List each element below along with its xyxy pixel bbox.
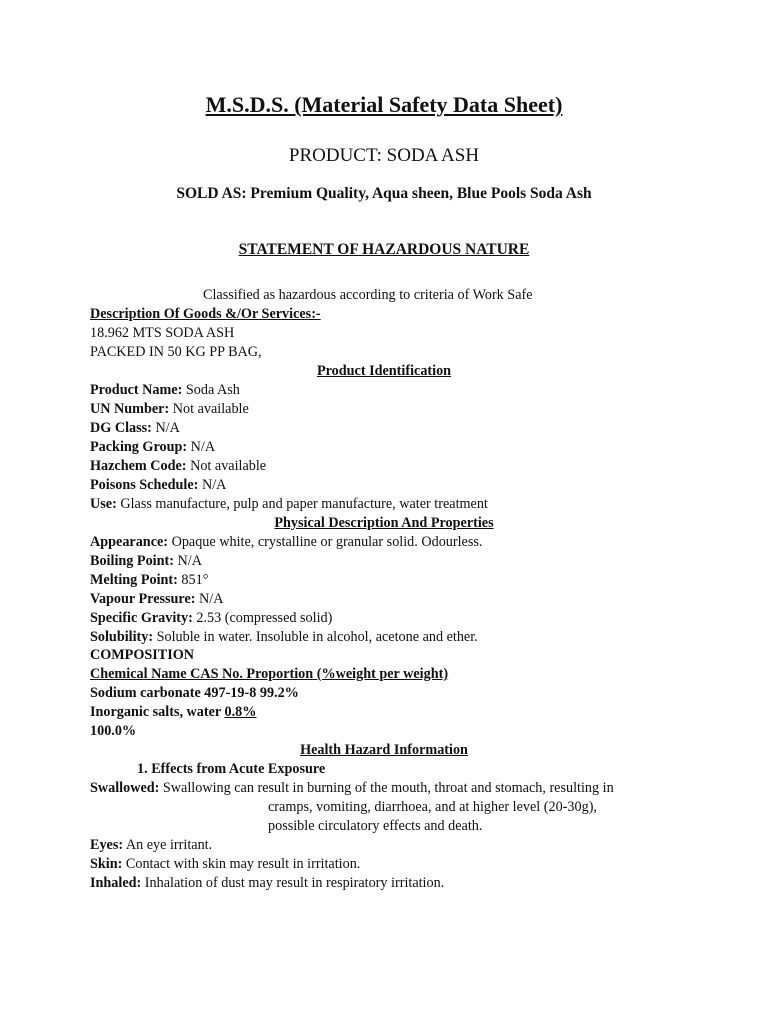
row-label: Swallowed: — [90, 780, 160, 796]
row-value: Opaque white, crystalline or granular solid. Odourless. — [168, 534, 483, 550]
row-value: Contact with skin may result in irritation. — [122, 856, 361, 872]
row-value: Inhalation of dust may result in respiratory irritation. — [141, 875, 445, 891]
health-hazard-heading: Health Hazard Information — [300, 742, 468, 758]
row-label: Poisons Schedule: — [90, 477, 199, 493]
eyes-row — [90, 837, 212, 854]
row-value: Not available — [169, 401, 249, 417]
inhaled-row — [90, 875, 444, 892]
row-label: Boiling Point: — [90, 553, 174, 569]
goods-heading: Description Of Goods &/Or Services:- — [90, 306, 321, 322]
use-row — [90, 496, 488, 513]
boiling-point-row — [90, 553, 202, 570]
acute-exposure-subheading: 1. Effects from Acute Exposure — [137, 761, 326, 777]
row-label: Solubility: — [90, 629, 154, 645]
row-label: Appearance: — [90, 534, 169, 550]
swallowed-row — [90, 780, 614, 797]
physical-description-heading: Physical Description And Properties — [274, 515, 494, 531]
row-value: Swallowing can result in burning of the mouth, throat and stomach, resulting in — [159, 780, 614, 796]
row-value: Soda Ash — [182, 382, 240, 398]
row-value: Not available — [186, 458, 267, 474]
hazardous-nature-heading: STATEMENT OF HAZARDOUS NATURE — [238, 241, 530, 258]
row-label: Vapour Pressure: — [90, 591, 196, 607]
row-label: DG Class: — [90, 420, 152, 436]
composition-heading: COMPOSITION — [90, 647, 195, 663]
row-label: Hazchem Code: — [90, 458, 187, 474]
goods-line-2: PACKED IN 50 KG PP BAG, — [90, 344, 262, 360]
row-value: N/A — [187, 439, 216, 455]
row-value: 851° — [177, 572, 209, 588]
sold-as-line: SOLD AS: Premium Quality, Aqua sheen, Blue Pools Soda Ash — [176, 185, 592, 202]
row-value: N/A — [198, 477, 227, 493]
row-label: Inorganic salts, water — [90, 704, 225, 720]
appearance-row — [90, 534, 482, 551]
document-title: M.S.D.S. (Material Safety Data Sheet) — [205, 92, 563, 117]
composition-row-sodium-carbonate: Sodium carbonate 497-19-8 99.2% — [90, 685, 299, 701]
packing-group-row — [90, 439, 215, 456]
melting-point-row — [90, 572, 208, 589]
composition-columns: Chemical Name CAS No. Proportion (%weight per weight) — [90, 666, 449, 682]
row-value: Glass manufacture, pulp and paper manufacture, water treatment — [116, 496, 488, 512]
row-label: Skin: — [90, 856, 123, 872]
swallowed-line-2: cramps, vomiting, diarrhoea, and at higher level (20-30g), — [268, 799, 597, 815]
row-label: Specific Gravity: — [90, 610, 193, 626]
row-label: UN Number: — [90, 401, 170, 417]
row-value: Soluble in water. Insoluble in alcohol, acetone and ether. — [153, 629, 478, 645]
hazchem-code-row — [90, 458, 266, 475]
row-label: Melting Point: — [90, 572, 178, 588]
product-identification-heading: Product Identification — [316, 363, 452, 379]
product-heading: PRODUCT: SODA ASH — [288, 145, 480, 166]
row-value: N/A — [195, 591, 224, 607]
row-value: 2.53 (compressed solid) — [192, 610, 333, 626]
vapour-pressure-row — [90, 591, 223, 608]
row-value: N/A — [151, 420, 180, 436]
row-label: Packing Group: — [90, 439, 188, 455]
row-label: Inhaled: — [90, 875, 142, 891]
row-value: An eye irritant. — [123, 837, 213, 853]
classification-text: Classified as hazardous according to criteria of Work Safe — [203, 287, 533, 303]
poisons-schedule-row — [90, 477, 226, 494]
row-label: Use: — [90, 496, 117, 512]
composition-total: 100.0% — [90, 723, 137, 739]
specific-gravity-row — [90, 610, 332, 627]
skin-row — [90, 856, 360, 873]
row-value: N/A — [173, 553, 202, 569]
row-label: Eyes: — [90, 837, 124, 853]
row-label: Product Name: — [90, 382, 183, 398]
composition-row-inorganic-salts — [90, 704, 256, 721]
row-value: 0.8% — [224, 704, 257, 720]
dg-class-row — [90, 420, 180, 437]
swallowed-line-3: possible circulatory effects and death. — [268, 818, 483, 834]
un-number-row — [90, 401, 249, 418]
product-name-row — [90, 382, 240, 399]
goods-line-1: 18.962 MTS SODA ASH — [90, 325, 235, 341]
solubility-row — [90, 629, 478, 646]
